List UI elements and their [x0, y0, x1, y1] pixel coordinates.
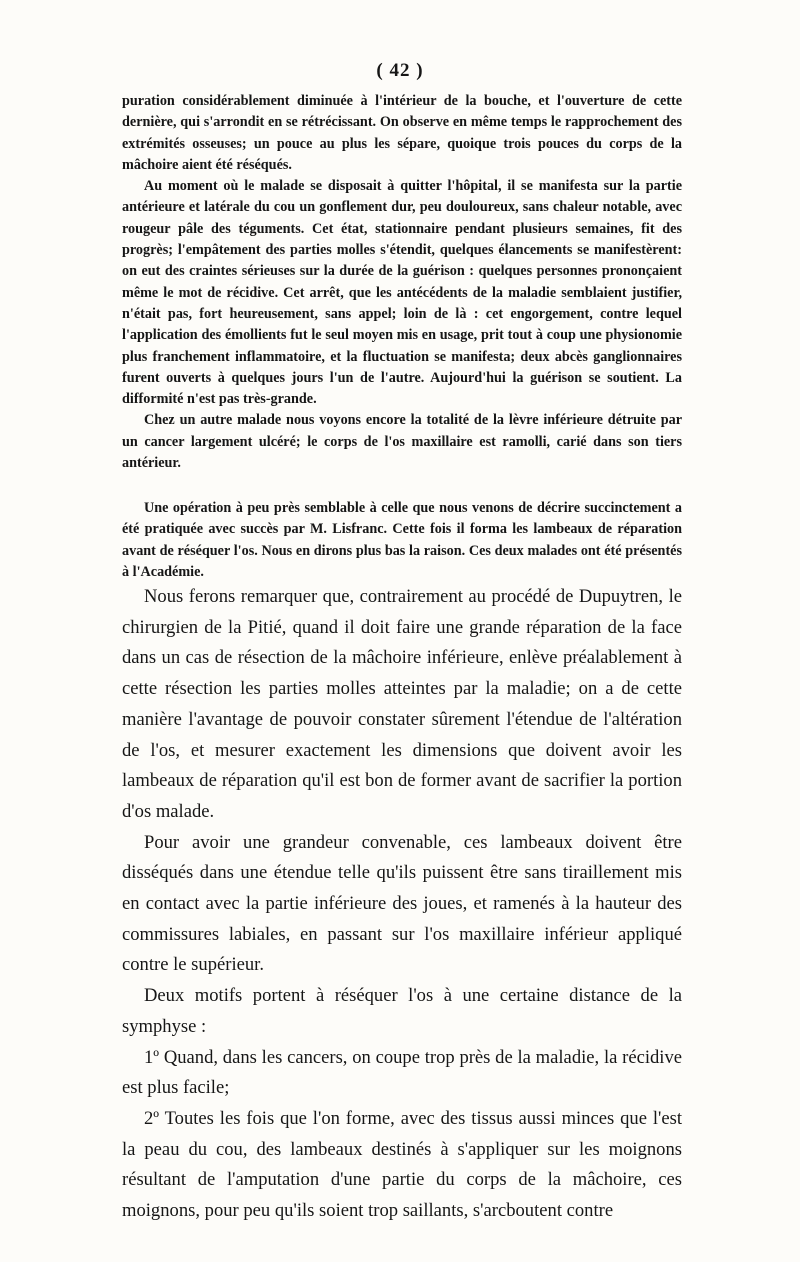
paragraph-motive-two: 2º Toutes les fois que l'on forme, avec des tissus aussi minces que l'est la peau du cou, des lambeaux destinés à s'appliquer sur les moignons résultant de l'amputation d'une partie du corps de la mâchoire, ces moignons, pour peu qu'ils soient trop saillants, s'arcboutent contre: [122, 1107, 682, 1222]
paragraph-flap-size: Pour avoir une grandeur convenable, ces lambeaux doivent être disséqués dans une étendue telle qu'ils puissent être sans tiraillement mis en contact avec la partie inférieure des joues, et ramenés à la hauteur des commissures labiales, en passant sur l'os maxillaire inférieur appliqué contre le supérieur.: [122, 831, 682, 976]
paragraph-two-motives: Deux motifs portent à réséquer l'os à une certaine distance de la symphyse :: [122, 985, 682, 1037]
paragraph-dupuytren-comparison: Nous ferons remarquer que, contrairement au procédé de Dupuytren, le chirurgien de la Pitié, quand il doit faire une grande réparation de la face dans un cas de résection de la mâchoire inférieure, enlève préalablement à cette résection les parties molles atteintes par la maladie; on a de cette manière l'avantage de pouvoir constater sûrement l'étendue de l'altération de l'os, et mesurer exactement les dimensions que doivent avoir les lambeaux de réparation qu'il est bon de former avant de sacrifier la portion d'os malade.: [122, 586, 682, 822]
paragraph-continuation: puration considérablement diminuée à l'intérieur de la bouche, et l'ouverture de cette dernière, qui s'arrondit en se rétrécissant. On observe en même temps le rapprochement des extrémités osseuses; un pouce au plus les sépare, quoique trois pouces du corps de la mâchoire aient été réséqués.: [122, 93, 682, 173]
page-number: ( 42 ): [376, 60, 424, 81]
paragraph-hospital-swelling: Au moment où le malade se disposait à quitter l'hôpital, il se manifesta sur la partie antérieure et latérale du cou un gonflement dur, peu douloureux, sans chaleur notable, avec rougeur pâle des téguments. Cet état, stationnaire pendant plusieurs semaines, fit des progrès; l'empâtement des parties molles s'étendit, quelques élancements se manifestèrent: on eut des craintes sérieuses sur la durée de la guérison : quelques personnes prononçaient même le mot de récidive. Cet arrêt, que les antécédents de la maladie semblaient justifier, n'était pas, fort heureusement, sans appel; loin de là : cet engorgement, contre lequel l'application des émollients fut le seul moyen mis en usage, prit tout à coup une physionomie plus franchement inflammatoire, et la fluctuation se manifesta; deux abcès ganglionnaires furent ouverts à quelques jours l'un de l'autre. Aujourd'hui la guérison se soutient. La difformité n'est pas très-grande.: [122, 178, 682, 408]
main-commentary-text: [122, 582, 682, 1227]
paragraph-lisfranc-operation: Une opération à peu près semblable à celle que nous venons de décrire succinctement a été pratiquée avec succès par M. Lisfranc. Cette fois il forma les lambeaux de réparation avant de réséquer l'os. Nous en dirons plus bas la raison. Ces deux malades ont été présentés à l'Académie.: [122, 500, 682, 580]
case-report-text: [122, 91, 682, 474]
lisfranc-note-text: [122, 495, 682, 583]
paragraph-second-patient: Chez un autre malade nous voyons encore la totalité de la lèvre inférieure détruite par un cancer largement ulcéré; le corps de l'os maxillaire est ramolli, carié dans son tiers antérieur.: [122, 412, 682, 472]
paragraph-motive-one: 1º Quand, dans les cancers, on coupe trop près de la maladie, la récidive est plus facile;: [122, 1046, 682, 1099]
